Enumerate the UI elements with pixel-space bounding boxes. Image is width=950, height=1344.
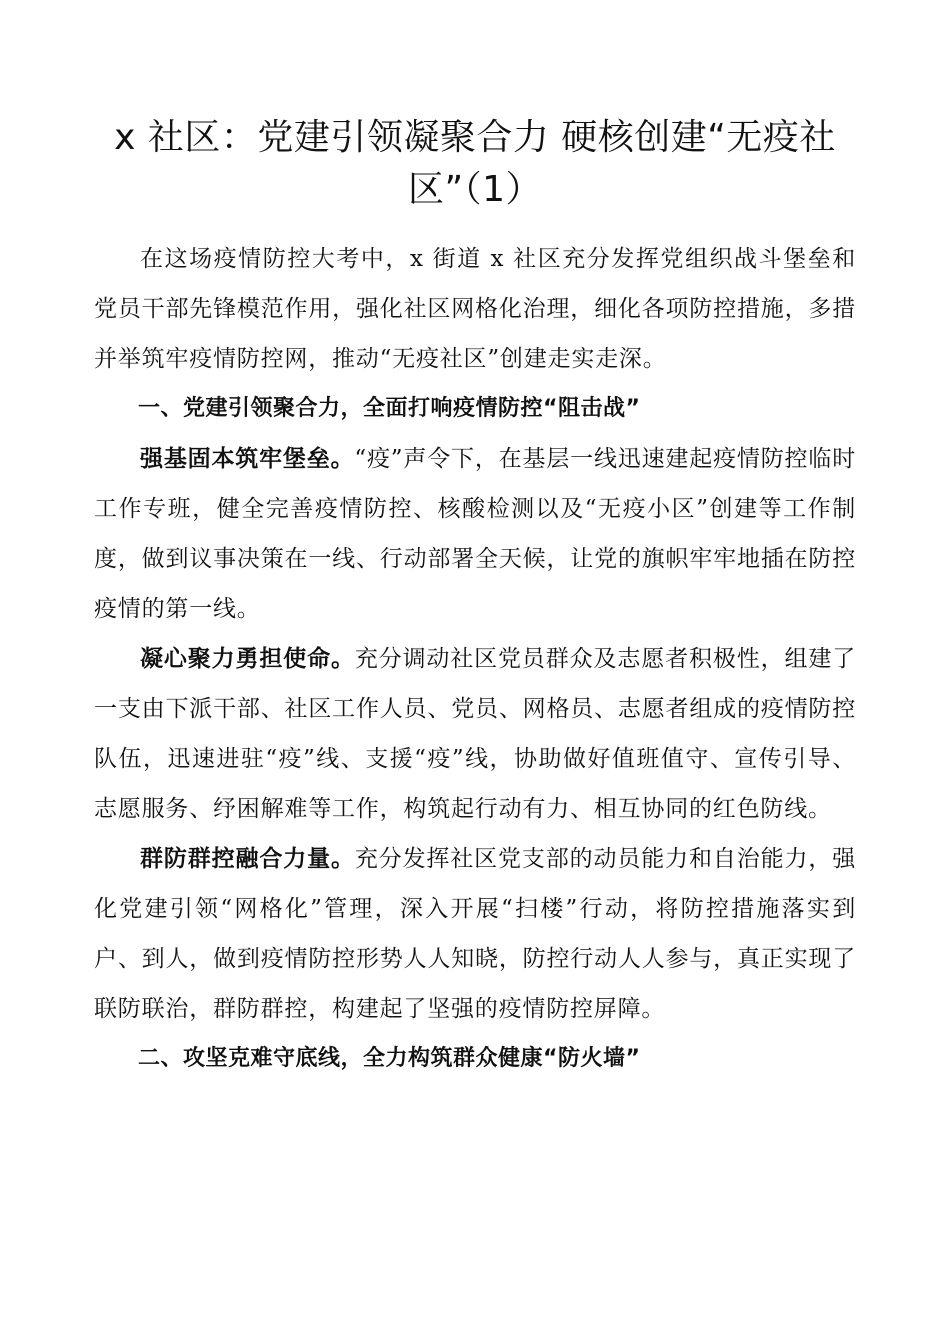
section-2-heading: 二、攻坚克难守底线，全力构筑群众健康“防火墙” xyxy=(138,1046,641,1071)
title-line-1: x 社区：党建引领凝聚合力 硬核创建“无疫社 xyxy=(114,117,836,158)
paragraph-1-lead: 强基固本筑牢堡垒。 xyxy=(140,446,355,472)
paragraph-2 xyxy=(94,634,856,834)
paragraph-3 xyxy=(94,834,856,1034)
paragraph-3-body: 充分发挥社区党支部的动员能力和自治能力，强化党建引领“网格化”管理，深入开展“扫楼”行动，将防控措施落实到户、到人，做到疫情防控形势人人知晓，防控行动人人参与，真正实现了联防联治，群防群控，构建起了坚强的疫情防控屏障。 xyxy=(94,846,856,1022)
intro-paragraph: 在这场疫情防控大考中，x 街道 x 社区充分发挥党组织战斗堡垒和党员干部先锋模范作用，强化社区网格化治理，细化各项防控措施，多措并举筑牢疫情防控网，推动“无疫社区”创建走实走深。 xyxy=(94,246,856,372)
section-1-heading: 一、党建引领聚合力，全面打响疫情防控“阻击战” xyxy=(138,396,641,421)
paragraph-1-body: “疫”声令下，在基层一线迅速建起疫情防控临时工作专班，健全完善疫情防控、核酸检测以及“无疫小区”创建等工作制度，做到议事决策在一线、行动部署全天候，让党的旗帜牢牢地插在防控疫情的第一线。 xyxy=(94,446,856,622)
paragraph-2-lead: 凝心聚力勇担使命。 xyxy=(140,646,355,672)
paragraph-1 xyxy=(94,434,856,634)
title-line-2: 区”（1） xyxy=(407,169,543,210)
paragraph-3-lead: 群防群控融合力量。 xyxy=(140,846,355,872)
paragraph-2-body: 充分调动社区党员群众及志愿者积极性，组建了一支由下派干部、社区工作人员、党员、网格员、志愿者组成的疫情防控队伍，迅速进驻“疫”线、支援“疫”线，协助做好值班值守、宣传引导、志愿服务、纾困解难等工作，构筑起行动有力、相互协同的红色防线。 xyxy=(94,646,856,822)
document-title xyxy=(94,112,856,216)
